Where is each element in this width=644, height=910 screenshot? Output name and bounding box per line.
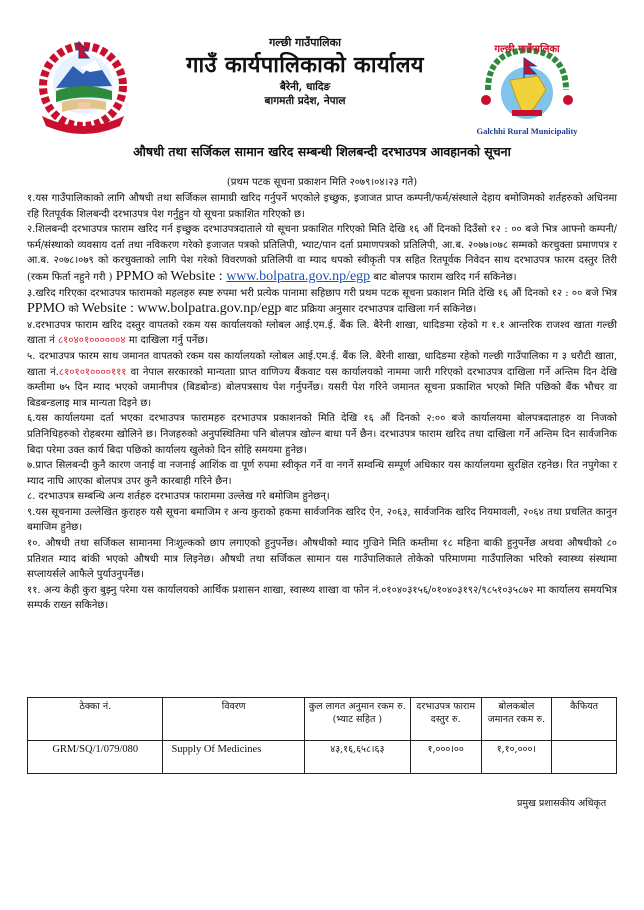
clause-8: ८. दरभाउपत्र सम्बन्धि अन्य शर्तहरु दरभाउपत्र फाराममा उल्लेख गरे बमोजिम हुनेछन्। xyxy=(27,491,330,503)
clause-6: ६.यस कार्यालयमा दर्ता भएका दरभाउपत्र फारामहरु दरभाउपत्र प्रकाशनको मिति देखि १६ औं दिनको २:०० बजे कार्यालयमा बोलपत्रदाताहरु वा निजको प्रतिनिधिहरुको रोहबरमा खोलिने छ। निजहरुको अनुपस्थितिमा पनि बोलपत्र खोल्न बाधा पर्ने छैन। दरभाउपत्र फाराम खरिद तथा दाखिला गर्ने अन्तिम दिन सार्वजनिक बिदा परेमा उक्त कार्य बिदा पछिको कार्यालय खुलेको दिन सोहि समयमा हुनेछ। xyxy=(27,413,617,456)
cell-bid-security: १,१०,०००। xyxy=(481,741,552,774)
cell-description: Supply Of Medicines xyxy=(163,741,304,774)
clause-7: ७.प्राप्त सिलबन्दी कुनै कारण जनाई वा नजनाई आशिंक वा पूर्ण रुपमा स्वीकृत गर्ने वा नगर्ने सम्वन्धि सम्पूर्ण अधिकार यस कार्यालयमा सुरक्षित रहनेछ। रित नपुगेका र म्याद नाघि आएका बोलपत्र उपर कुनै कारबाही गरिने छैन। xyxy=(27,460,617,487)
clause-2 xyxy=(27,222,617,285)
clause-4 xyxy=(27,318,617,349)
clause-11: ११. अन्य केही कुरा बुझ्नु परेमा यस कार्यालयको आर्थिक प्रशासन शाखा, स्वास्थ्य शाखा वा फोन नं.०१०४०३१५६/०१०४०३१९२/९८५१०३५८७२ मा कार्यालय समयभित्र सम्पर्क राख्न सकिनेछ। xyxy=(27,584,617,612)
notice-title: औषधी तथा सर्जिकल सामान खरिद सम्बन्धी शिलबन्दी दरभाउपत्र आवहानको सूचना xyxy=(133,144,511,159)
table-row xyxy=(28,741,617,774)
clause-3 xyxy=(27,286,617,318)
col-bid-security: बोलकबोल जमानत रकम रु. xyxy=(481,698,552,741)
clause-10: १०. औषधी तथा सर्जिकल सामानमा निःशुल्कको छाप लगाएको हुनुपर्नेछ। औषधीको म्याद गुज्रिने मिति कम्तीमा १८ महिना बाकी हुनुपर्नेछ अथवा औषधीको ८० प्रतिशत म्याद बांकी भएको औषधी मात्र लिइनेछ। औषधी तथा सर्जिकल सामान यस गाउँपालिकाले तोकेको परिमाणमा गाउँपालिका भरिको स्वास्थ्य संस्थामा सप्लायर्सले आफैले पुर्याउनुपर्नेछ। xyxy=(27,538,617,581)
first-publication-date: (प्रथम पटक सूचना प्रकाशन मिति २०७९।०४।२३ गते) xyxy=(226,177,418,188)
clause-4-tail: मा दाखिला गर्नु पर्नेछ। xyxy=(125,335,209,347)
clause-5-head: ५. दरभाउपत्र फारम साथ जमानत वापतको रकम यस कार्यालयको ग्लोबल आई.एम.ई. बैंक लि. बैरेनी शाखा, धादिङमा रहेको गल्छी गाउँपालिका ग ३ धरौटी खाता, खाता नं. xyxy=(27,350,617,378)
cell-form-fee: १,०००।०० xyxy=(410,741,481,774)
revenue-account-number: ८१०४०१००००००४ xyxy=(57,335,126,347)
col-estimated-cost: कुल लागत अनुमान रकम रु.(भ्याट सहित ) xyxy=(304,698,410,741)
galchhi-municipality-logo xyxy=(468,38,586,138)
deposit-account-number: ८१०१०१००००१११ xyxy=(58,366,127,378)
clause-2-text: २.शिलबन्दी दरभाउपत्र फाराम खरिद गर्न इच्छुक दरभाउपत्रदाताले यो सूचना प्रकाशित गरिएको मिति देखि १६ औं दिनको दिउँसो १२ : ०० बजे भित्र आफ्नो कम्पनी/फर्म/संस्थाको व्यवसाय दर्ता तथा नविकरण गरेको इजाजत पत्रको प्रतिलिपी, भ्याट/पान दर्ता प्रमाणपत्रको प्रतिलिपी, आ.ब. २०७७।०७८ सम्मको करचुक्ता प्रमाणपत्र र आ.ब. २०७८।०७९ को करचुक्ताको लागि पेश गरेको विवरणको प्रतिलिपी वा म्याद थपको स्वीकृती पत्र सहित रितपूर्वक निवेदन साथ दरभाउपत्र फारम दस्तुर तिरी (रकम फिर्ता नहुने गरी ) xyxy=(27,224,617,283)
clause-3-tail: बाट प्रक्रिया अनुसार दरभाउपत्र दाखिला गर्न सकिनेछ। xyxy=(281,304,477,316)
clause-5-tail: वा नेपाल सरकारको मान्यताा प्राप्त वाणिज्य बैंकवाट यस कार्यालयको नाममा जारी गरिएको दरभाउपत्र दाखिला गर्ने अन्तिम दिन देखि कम्तीमा ७५ दिन म्याद भएको जमानीपत्र (बिडबोन्ड) बोलपत्रसाथ पेश गर्नुपर्नेछ। यसरी पेश गरिने जमानत सूचना प्रकाशित भएको मिति पछिको बैंक भौचर वा बिडबन्डलाइ मात्र मान्यता दिइने छ। xyxy=(27,366,618,409)
website-label: Website : xyxy=(170,268,227,284)
nepal-emblem-logo xyxy=(28,36,138,136)
website-text: Website : www.bolpatra.gov.np/egp xyxy=(81,301,282,317)
ppmo-label: PPMO xyxy=(115,268,154,284)
ppmo-label: PPMO xyxy=(27,301,66,317)
municipality-name: गल्छी गाउँपालिका xyxy=(269,36,341,49)
logo-caption: Galchhi Rural Municipality xyxy=(476,126,578,136)
office-location: बैरेनी, धादिङ xyxy=(279,81,331,93)
clause-9: ९.यस सूचनामा उल्लेखित कुराहरु यसै सूचना बमाजिम र अन्य कुराको हकमा सार्वजनिक खरिद ऐन, २०६३, सार्वजनिक खरिद नियमावली, २०६४ तथा प्रचलित कानुन बमाजिम हुनेछ। xyxy=(27,506,617,534)
cell-contract-no: GRM/SQ/1/079/080 xyxy=(28,741,163,774)
col-description: विवरण xyxy=(163,698,304,741)
letterhead xyxy=(0,30,644,140)
tender-table xyxy=(27,697,617,774)
clause-2-ko: को xyxy=(153,271,171,283)
signatory-title: प्रमुख प्रशासकीय अधिकृत xyxy=(517,798,607,809)
letterhead-text xyxy=(150,36,460,108)
clause-4-head: ४.दरभाउपत्र फाराम खरिद दस्तुर वापतको रकम यस कार्यालयको ग्लोबल आई.एम.ई. बैंक लि. बैरेनी शाखा, धादिङमा रहेको ग १.१ आन्तरिक राजश्व खाता गल्छी खाता नं xyxy=(27,319,617,347)
table-header-row xyxy=(28,698,617,741)
col-remarks: कैफियत xyxy=(552,698,617,741)
clause-3-ko: को xyxy=(65,304,82,316)
notice-body xyxy=(27,191,617,614)
bolpatra-link[interactable]: www.bolpatra.gov.np/egp xyxy=(226,268,371,284)
cell-estimated-cost: ४३,१६,६५८।६३ xyxy=(304,741,410,774)
logo-arc-text: गल्छी गाउँपालिका xyxy=(494,44,560,55)
office-name: गाउँ कार्यपालिकाको कार्यालय xyxy=(186,52,424,78)
col-contract-no: ठेक्का नं. xyxy=(28,698,163,741)
clause-3-head: ३.खरिद गरिएका दरभाउपत्र फारामको महलहरु स्पष्ट रुपमा भरी प्रत्येक पानामा सहिछाप गरी प्रथम पटक सूचना प्रकाशन मिति देखि १६ औं दिनको १२ : ०० बजे भित्र xyxy=(27,287,617,299)
cell-remarks xyxy=(552,741,617,774)
col-form-fee: दरभाउपत्र फाराम दस्तुर रु. xyxy=(410,698,481,741)
clause-2-tail: बाट बोलपत्र फाराम खरिद गर्न सकिनेछ। xyxy=(370,271,517,283)
office-province: बागमती प्रदेश, नेपाल xyxy=(264,95,346,107)
clause-1: १.यस गाउँपालिकाको लागि औषधी तथा सर्जिकल सामाग्री खरिद गर्नुपर्ने भएकोले इच्छुक, इजाजत प्राप्त कम्पनी/फर्म/संस्थाले देहाय बमोजिमको शर्तहरुको अधिनमा रहि रितपूर्वक शिलबन्दी दरभाउपत्र पेश गर्नुहुन यो सूचना प्रकाशित गरिएको छ। xyxy=(27,193,617,220)
clause-5 xyxy=(27,349,617,411)
